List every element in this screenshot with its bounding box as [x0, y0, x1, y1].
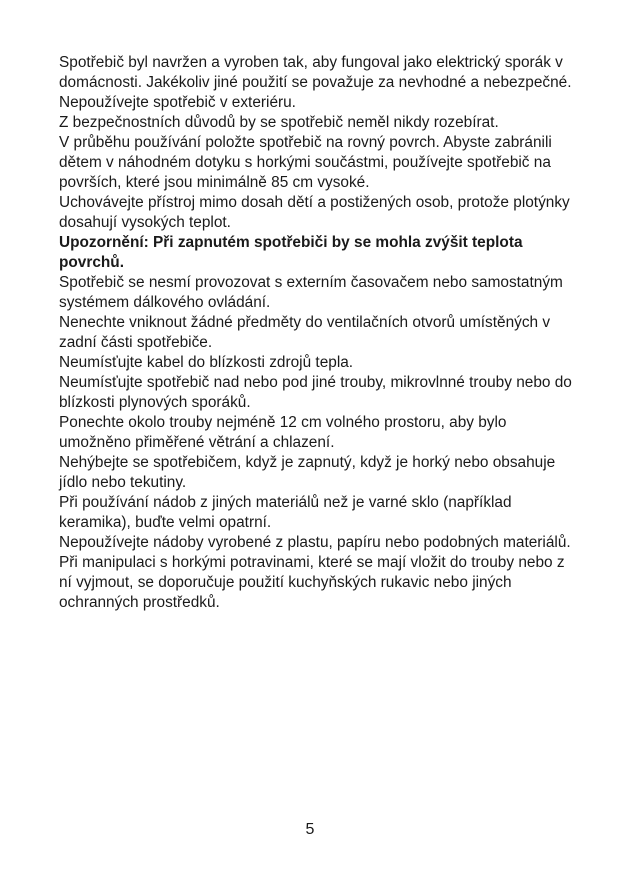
paragraph-flat-surface: V průběhu používání položte spotřebič na rovný povrch. Abyste zabránili dětem v náhodném dotyku s horkými součástmi, používejte spotřebič na površích, které jsou minimálně 85 cm vysoké.: [59, 134, 552, 191]
paragraph-ventilation-openings: Nenechte vniknout žádné předměty do ventilačních otvorů umístěných v zadní části spotřebiče.: [59, 314, 551, 351]
paragraph-timer: Spotřebič se nesmí provozovat s externím časovačem nebo samostatným systémem dálkového ovládání.: [59, 274, 563, 311]
paragraph-other-materials: Při používání nádob z jiných materiálů než je varné sklo (například keramika), buďte velmi opatrní.: [59, 494, 512, 531]
paragraph-plastic-paper: Nepoužívejte nádoby vyrobené z plastu, papíru nebo podobných materiálů.: [59, 534, 571, 551]
document-body: [59, 53, 579, 613]
paragraph-intended-use: Spotřebič byl navržen a vyroben tak, aby fungoval jako elektrický sporák v domácnosti. Jakékoliv jiné použití se považuje za nevhodné a nebezpečné.: [59, 54, 572, 91]
paragraph-clearance: Ponechte okolo trouby nejméně 12 cm volného prostoru, aby bylo umožněno přiměřené větrání a chlazení.: [59, 414, 507, 451]
paragraph-gloves: Při manipulaci s horkými potravinami, které se mají vložit do trouby nebo z ní vyjmout, se doporučuje použití kuchyňských rukavic nebo jiných ochranných prostředků.: [59, 554, 565, 611]
paragraph-do-not-move: Nehýbejte se spotřebičem, když je zapnutý, když je horký nebo obsahuje jídlo nebo tekutiny.: [59, 454, 556, 491]
page-number: 5: [305, 821, 315, 838]
paragraph-no-disassembly: Z bezpečnostních důvodů by se spotřebič neměl nikdy rozebírat.: [59, 114, 499, 131]
paragraph-warning: Upozornění: Při zapnutém spotřebiči by se mohla zvýšit teplota povrchů.: [59, 234, 523, 271]
paragraph-no-exterior: Nepoužívejte spotřebič v exteriéru.: [59, 94, 296, 111]
paragraph-cable: Neumísťujte kabel do blízkosti zdrojů tepla.: [59, 354, 354, 371]
paragraph-children: Uchovávejte přístroj mimo dosah dětí a postižených osob, protože plotýnky dosahují vysokých teplot.: [59, 194, 570, 231]
paragraph-placement: Neumísťujte spotřebič nad nebo pod jiné trouby, mikrovlnné trouby nebo do blízkosti plynových sporáků.: [59, 374, 572, 411]
